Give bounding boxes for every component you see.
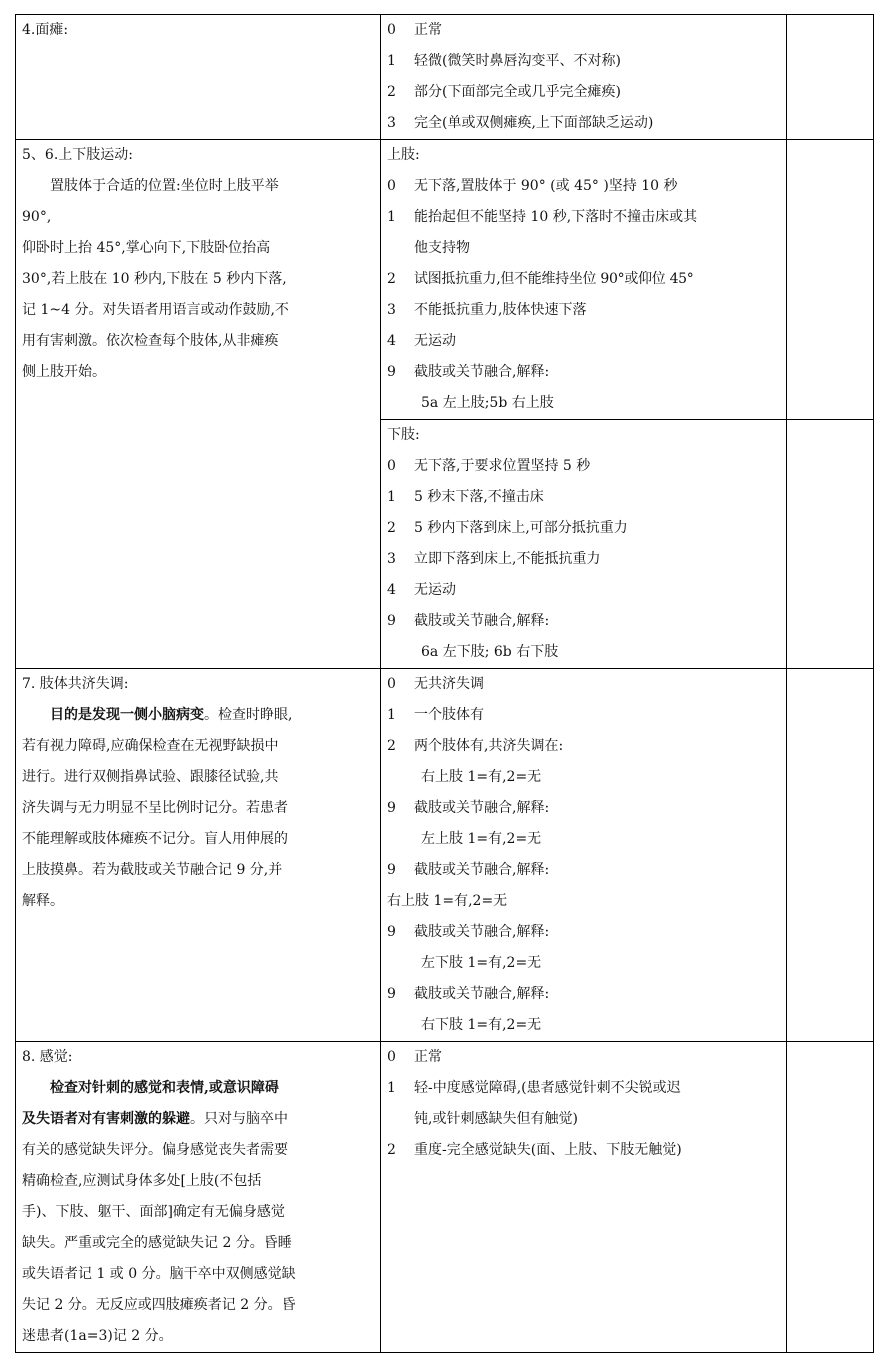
score-cell[interactable]	[787, 669, 874, 1042]
desc-line: 若有视力障碍,应确保检查在无视野缺损中	[22, 738, 279, 754]
desc-line: 90°,	[22, 209, 52, 225]
options-cell	[381, 669, 787, 1042]
row-limb-ataxia	[16, 669, 874, 1042]
option-row: 3 完全(单或双侧瘫痪,上下面部缺乏运动)	[387, 115, 654, 131]
option-row: 2 试图抵抗重力,但不能维持坐位 90°或仰位 45°	[387, 271, 694, 287]
option-continuation: 钝,或针刺感缺失但有触觉)	[414, 1111, 578, 1127]
option-row: 9 截肢或关节融合,解释:	[387, 613, 550, 629]
item-desc-cell	[16, 15, 381, 140]
options-cell	[381, 1042, 787, 1353]
desc-line: 目的是发现一侧小脑病变。检查时睁眼,	[50, 707, 293, 723]
option-row: 0 正常	[387, 1049, 442, 1065]
option-note: 左上肢 1=有,2=无	[421, 831, 542, 847]
desc-emphasis: 检查对针刺的感觉和表情,或意识障碍	[50, 1080, 279, 1096]
option-row: 3 不能抵抗重力,肢体快速下落	[387, 302, 587, 318]
option-row: 9 截肢或关节融合,解释:	[387, 364, 550, 380]
desc-line: 上肢摸鼻。若为截肢或关节融合记 9 分,并	[22, 862, 283, 878]
option-row: 1 轻微(微笑时鼻唇沟变平、不对称)	[387, 53, 621, 69]
row-limb-motor-upper	[16, 140, 874, 420]
option-note: 右上肢 1=有,2=无	[387, 893, 508, 909]
option-row: 0 无共济失调	[387, 676, 484, 692]
desc-line: 及失语者对有害刺激的躲避。只对与脑卒中	[22, 1111, 288, 1127]
option-row: 4 无运动	[387, 582, 456, 598]
option-note: 右下肢 1=有,2=无	[421, 1017, 542, 1033]
desc-line: 用有害刺激。依次检查每个肢体,从非瘫痪	[22, 333, 279, 349]
desc-line: 侧上肢开始。	[22, 364, 106, 380]
option-row: 9 截肢或关节融合,解释:	[387, 924, 550, 940]
option-row: 0 无下落,置肢体于 90° (或 45° )坚持 10 秒	[387, 178, 678, 194]
score-cell[interactable]	[787, 1042, 874, 1353]
option-row: 1 一个肢体有	[387, 707, 484, 723]
item-title: 4.面瘫:	[22, 22, 69, 38]
option-row: 3 立即下落到床上,不能抵抗重力	[387, 551, 601, 567]
desc-line: 失记 2 分。无反应或四肢瘫痪者记 2 分。昏	[22, 1297, 296, 1313]
desc-emphasis: 及失语者对有害刺激的躲避	[22, 1111, 190, 1127]
option-row: 9 截肢或关节融合,解释:	[387, 862, 550, 878]
row-sensory	[16, 1042, 874, 1353]
desc-line: 解释。	[22, 893, 64, 909]
options-cell-upper	[381, 140, 787, 420]
item-desc-cell	[16, 140, 381, 669]
option-row: 1 能抬起但不能坚持 10 秒,下落时不撞击床或其	[387, 209, 698, 225]
row-facial-palsy	[16, 15, 874, 140]
desc-line: 记 1~4 分。对失语者用语言或动作鼓励,不	[22, 302, 289, 318]
desc-line: 手)、下肢、躯干、面部]确定有无偏身感觉	[22, 1204, 285, 1220]
option-row: 1 5 秒末下落,不撞击床	[387, 489, 544, 505]
option-note: 右上肢 1=有,2=无	[421, 769, 542, 785]
score-cell[interactable]	[787, 140, 874, 420]
desc-line: 济失调与无力明显不呈比例时记分。若患者	[22, 800, 288, 816]
option-note: 左下肢 1=有,2=无	[421, 955, 542, 971]
desc-line: 置肢体于合适的位置:坐位时上肢平举	[50, 178, 279, 194]
option-row: 2 5 秒内下落到床上,可部分抵抗重力	[387, 520, 628, 536]
desc-line: 仰卧时上抬 45°,掌心向下,下肢卧位抬高	[22, 240, 271, 256]
option-row: 4 无运动	[387, 333, 456, 349]
item-title: 7. 肢体共济失调:	[22, 676, 129, 692]
option-row: 1 轻-中度感觉障碍,(患者感觉针刺不尖锐或迟	[387, 1080, 681, 1096]
option-continuation: 他支持物	[414, 240, 470, 256]
options-cell-lower	[381, 420, 787, 669]
desc-emphasis: 目的是发现一侧小脑病变	[50, 707, 204, 723]
item-title: 8. 感觉:	[22, 1049, 73, 1065]
desc-line: 精确检查,应测试身体多处[上肢(不包括	[22, 1173, 262, 1189]
upper-limb-heading: 上肢:	[387, 147, 420, 163]
option-note: 6a 左下肢; 6b 右下肢	[421, 644, 559, 660]
desc-line: 缺失。严重或完全的感觉缺失记 2 分。昏睡	[22, 1235, 292, 1251]
lower-limb-heading: 下肢:	[387, 427, 420, 443]
option-row: 0 无下落,于要求位置坚持 5 秒	[387, 458, 591, 474]
desc-line: 或失语者记 1 或 0 分。脑干卒中双侧感觉缺	[22, 1266, 296, 1282]
option-note: 5a 左上肢;5b 右上肢	[421, 395, 554, 411]
desc-line	[22, 1073, 374, 1104]
desc-line: 30°,若上肢在 10 秒内,下肢在 5 秒内下落,	[22, 271, 287, 287]
option-row: 2 重度-完全感觉缺失(面、上肢、下肢无触觉)	[387, 1142, 682, 1158]
desc-line: 不能理解或肢体瘫痪不记分。盲人用伸展的	[22, 831, 288, 847]
score-cell[interactable]	[787, 15, 874, 140]
item-title: 5、6.上下肢运动:	[22, 147, 133, 163]
desc-line: 进行。进行双侧指鼻试验、跟膝径试验,共	[22, 769, 279, 785]
option-row: 9 截肢或关节融合,解释:	[387, 986, 550, 1002]
item-desc-cell	[16, 1042, 381, 1353]
option-row: 0 正常	[387, 22, 442, 38]
item-desc-cell	[16, 669, 381, 1042]
desc-line: 迷患者(1a=3)记 2 分。	[22, 1328, 173, 1344]
options-cell	[381, 15, 787, 140]
score-cell[interactable]	[787, 420, 874, 669]
option-row: 2 部分(下面部完全或几乎完全瘫痪)	[387, 84, 621, 100]
option-row: 2 两个肢体有,共济失调在:	[387, 738, 564, 754]
desc-line: 有关的感觉缺失评分。偏身感觉丧失者需要	[22, 1142, 288, 1158]
option-row: 9 截肢或关节融合,解释:	[387, 800, 550, 816]
nihss-table	[15, 14, 874, 1353]
